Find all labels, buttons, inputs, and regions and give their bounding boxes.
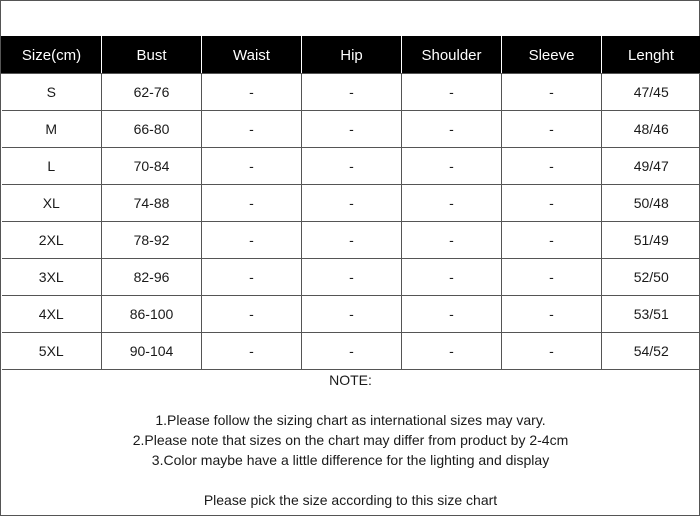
table-row xyxy=(2,296,700,333)
cell-size: 2XL xyxy=(2,222,102,259)
cell-bust: 86-100 xyxy=(102,296,202,333)
header-size: Size(cm) xyxy=(2,37,102,74)
cell-hip: - xyxy=(302,111,402,148)
cell-length: 52/50 xyxy=(602,259,700,296)
header-length: Lenght xyxy=(602,37,700,74)
cell-bust: 78-92 xyxy=(102,222,202,259)
cell-waist: - xyxy=(202,111,302,148)
cell-sleeve: - xyxy=(502,259,602,296)
table-row xyxy=(2,111,700,148)
cell-length: 54/52 xyxy=(602,333,700,370)
cell-sleeve: - xyxy=(502,222,602,259)
cell-size: XL xyxy=(2,185,102,222)
cell-shoulder: - xyxy=(402,74,502,111)
cell-shoulder: - xyxy=(402,148,502,185)
cell-shoulder: - xyxy=(402,222,502,259)
cell-hip: - xyxy=(302,148,402,185)
cell-size: L xyxy=(2,148,102,185)
table-row xyxy=(2,74,700,111)
cell-length: 48/46 xyxy=(602,111,700,148)
notes-spacer xyxy=(1,470,700,490)
cell-waist: - xyxy=(202,222,302,259)
cell-size: 5XL xyxy=(2,333,102,370)
cell-bust: 66-80 xyxy=(102,111,202,148)
header-bust: Bust xyxy=(102,37,202,74)
cell-length: 50/48 xyxy=(602,185,700,222)
table-row xyxy=(2,333,700,370)
cell-shoulder: - xyxy=(402,111,502,148)
note-footer: Please pick the size according to this size chart xyxy=(203,492,498,508)
table-row xyxy=(2,185,700,222)
table-row xyxy=(2,222,700,259)
notes-spacer xyxy=(1,390,700,410)
cell-size: 4XL xyxy=(2,296,102,333)
header-waist: Waist xyxy=(202,37,302,74)
cell-waist: - xyxy=(202,74,302,111)
cell-hip: - xyxy=(302,74,402,111)
cell-hip: - xyxy=(302,185,402,222)
size-table xyxy=(1,36,700,370)
cell-sleeve: - xyxy=(502,148,602,185)
cell-hip: - xyxy=(302,222,402,259)
cell-shoulder: - xyxy=(402,333,502,370)
header-hip: Hip xyxy=(302,37,402,74)
cell-sleeve: - xyxy=(502,185,602,222)
table-row xyxy=(2,259,700,296)
cell-bust: 90-104 xyxy=(102,333,202,370)
cell-bust: 82-96 xyxy=(102,259,202,296)
cell-hip: - xyxy=(302,333,402,370)
cell-waist: - xyxy=(202,333,302,370)
cell-bust: 74-88 xyxy=(102,185,202,222)
header-shoulder: Shoulder xyxy=(402,37,502,74)
cell-sleeve: - xyxy=(502,74,602,111)
cell-length: 51/49 xyxy=(602,222,700,259)
cell-size: S xyxy=(2,74,102,111)
cell-hip: - xyxy=(302,259,402,296)
cell-size: M xyxy=(2,111,102,148)
cell-length: 47/45 xyxy=(602,74,700,111)
cell-sleeve: - xyxy=(502,296,602,333)
cell-waist: - xyxy=(202,296,302,333)
cell-waist: - xyxy=(202,148,302,185)
table-header-row xyxy=(2,37,700,74)
table-row xyxy=(2,148,700,185)
notes-section xyxy=(1,370,700,510)
cell-bust: 62-76 xyxy=(102,74,202,111)
note-item: 1.Please follow the sizing chart as international sizes may vary. xyxy=(155,412,546,428)
header-sleeve: Sleeve xyxy=(502,37,602,74)
cell-length: 53/51 xyxy=(602,296,700,333)
note-title: NOTE: xyxy=(329,372,372,388)
cell-hip: - xyxy=(302,296,402,333)
note-item: 3.Color maybe have a little difference for the lighting and display xyxy=(151,452,550,468)
cell-waist: - xyxy=(202,259,302,296)
cell-bust: 70-84 xyxy=(102,148,202,185)
cell-shoulder: - xyxy=(402,185,502,222)
cell-sleeve: - xyxy=(502,111,602,148)
cell-length: 49/47 xyxy=(602,148,700,185)
cell-shoulder: - xyxy=(402,296,502,333)
note-item: 2.Please note that sizes on the chart may differ from product by 2-4cm xyxy=(132,432,569,448)
cell-sleeve: - xyxy=(502,333,602,370)
cell-shoulder: - xyxy=(402,259,502,296)
cell-waist: - xyxy=(202,185,302,222)
cell-size: 3XL xyxy=(2,259,102,296)
